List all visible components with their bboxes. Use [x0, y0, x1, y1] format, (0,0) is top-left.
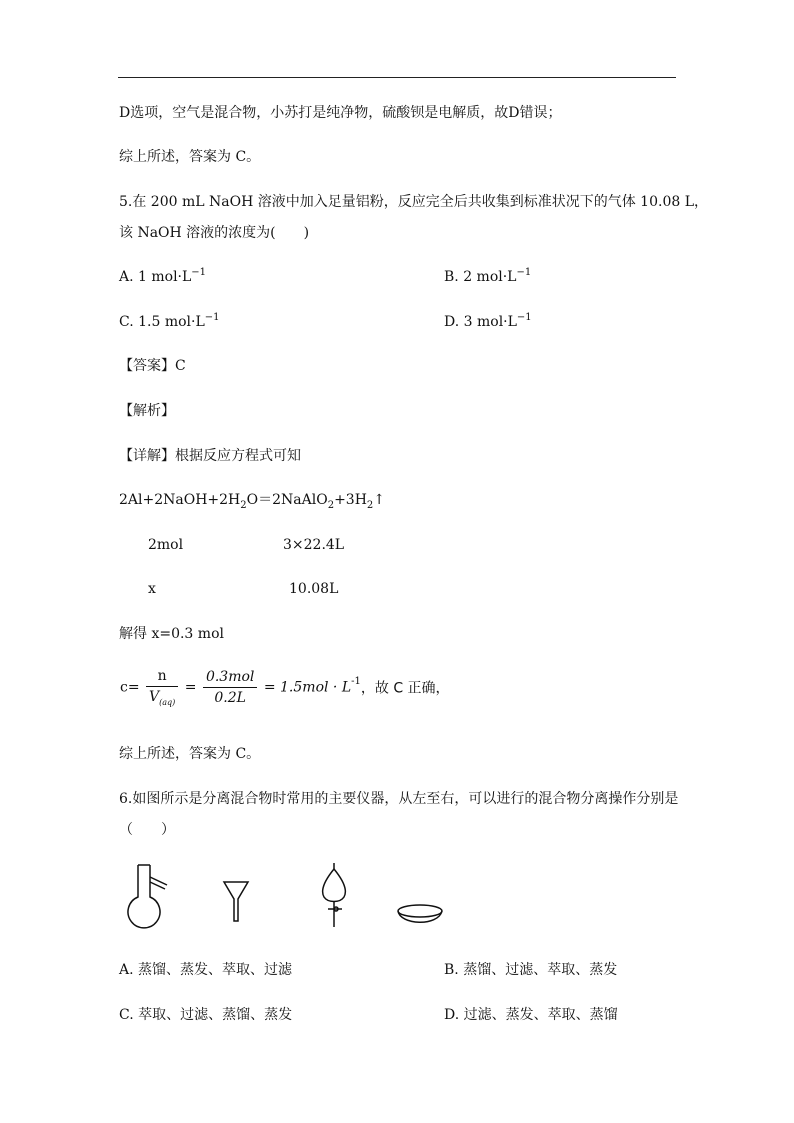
q5-row1-left: 2mol [148, 537, 184, 553]
prev-summary: 综上所述，答案为 C。 [119, 149, 261, 165]
funnel-icon [224, 882, 248, 921]
prev-d-option: D选项，空气是混合物，小苏打是纯净物，硫酸钡是电解质，故D错误； [119, 105, 562, 121]
fraction-1-den-text: V [149, 689, 160, 705]
q5-option-a[interactable] [119, 268, 206, 288]
q5-option-d-text: D. 3 mol·L [444, 314, 517, 330]
eq-sub-3: 2 [366, 500, 374, 511]
fraction-1-denominator [146, 687, 178, 707]
fraction-1-numerator: n [146, 668, 178, 687]
eq-part-3: +3H [334, 492, 367, 508]
formula-tail: ，故 C 正确， [360, 680, 450, 697]
separatory-funnel-icon [323, 863, 346, 927]
distillation-flask-icon [128, 865, 167, 928]
q6-option-c[interactable]: C. 萃取、过滤、蒸馏、蒸发 [119, 1007, 293, 1023]
fraction-2-denominator: 0.2L [214, 690, 246, 706]
fraction-2-numerator: 0.3mol [203, 669, 257, 688]
eq-sub-2: 2 [327, 500, 335, 511]
q5-detail: 【详解】根据反应方程式可知 [119, 448, 301, 464]
q5-answer: 【答案】C [119, 358, 186, 374]
formula-fraction-1 [146, 668, 178, 707]
fraction-1-den-sub: (aq) [159, 698, 176, 707]
formula-rhs-exp: -1 [351, 676, 361, 687]
formula-lhs: c= [120, 679, 140, 696]
q5-option-c-text: C. 1.5 mol·L [119, 314, 205, 330]
formula-fraction-2 [203, 669, 257, 706]
q5-reaction-equation [119, 491, 385, 511]
q5-analysis-heading: 【解析】 [119, 403, 175, 419]
q6-stem-line2: （ ） [119, 822, 175, 838]
q5-option-d-exp: −1 [516, 312, 532, 323]
evaporating-dish-icon [398, 905, 442, 922]
q5-row1-right: 3×22.4L [283, 537, 345, 553]
q5-concentration-formula [120, 668, 450, 707]
q6-option-b[interactable]: B. 蒸馏、过滤、萃取、蒸发 [444, 962, 618, 978]
eq-part-1: 2Al+2NaOH+2H [119, 492, 241, 508]
formula-rhs: = 1.5mol · L [263, 679, 352, 696]
q5-row2-left: x [148, 581, 156, 597]
q5-summary: 综上所述，答案为 C。 [119, 746, 261, 762]
q5-solve: 解得 x=0.3 mol [119, 626, 224, 642]
q5-option-b-exp: −1 [516, 267, 532, 278]
q5-option-d[interactable] [444, 313, 532, 333]
q5-option-b[interactable] [444, 268, 531, 288]
q5-option-a-text: A. 1 mol·L [119, 269, 192, 285]
q5-row2-right: 10.08L [289, 581, 339, 597]
q5-option-a-exp: −1 [191, 267, 207, 278]
q5-option-b-text: B. 2 mol·L [444, 269, 517, 285]
formula-eq1: = [184, 679, 197, 696]
eq-part-4: ↑ [373, 492, 386, 508]
apparatus-figure [120, 855, 460, 935]
q6-option-d[interactable]: D. 过滤、蒸发、萃取、蒸馏 [444, 1007, 618, 1023]
q5-stem-line2: 该 NaOH 溶液的浓度为( ) [119, 225, 310, 241]
header-rule [118, 77, 676, 78]
eq-sub-1: 2 [240, 500, 247, 511]
q6-option-a[interactable]: A. 蒸馏、蒸发、萃取、过滤 [119, 962, 293, 978]
q5-stem-line1: 5.在 200 mL NaOH 溶液中加入足量铝粉，反应完全后共收集到标准状况下的气体 10.08 L， [119, 194, 709, 210]
q5-option-c[interactable] [119, 313, 220, 333]
q6-stem-line1: 6.如图所示是分离混合物时常用的主要仪器，从左至右，可以进行的混合物分离操作分别是 [119, 791, 679, 807]
q5-option-c-exp: −1 [204, 312, 220, 323]
eq-part-2: O＝2NaAlO [246, 492, 328, 508]
